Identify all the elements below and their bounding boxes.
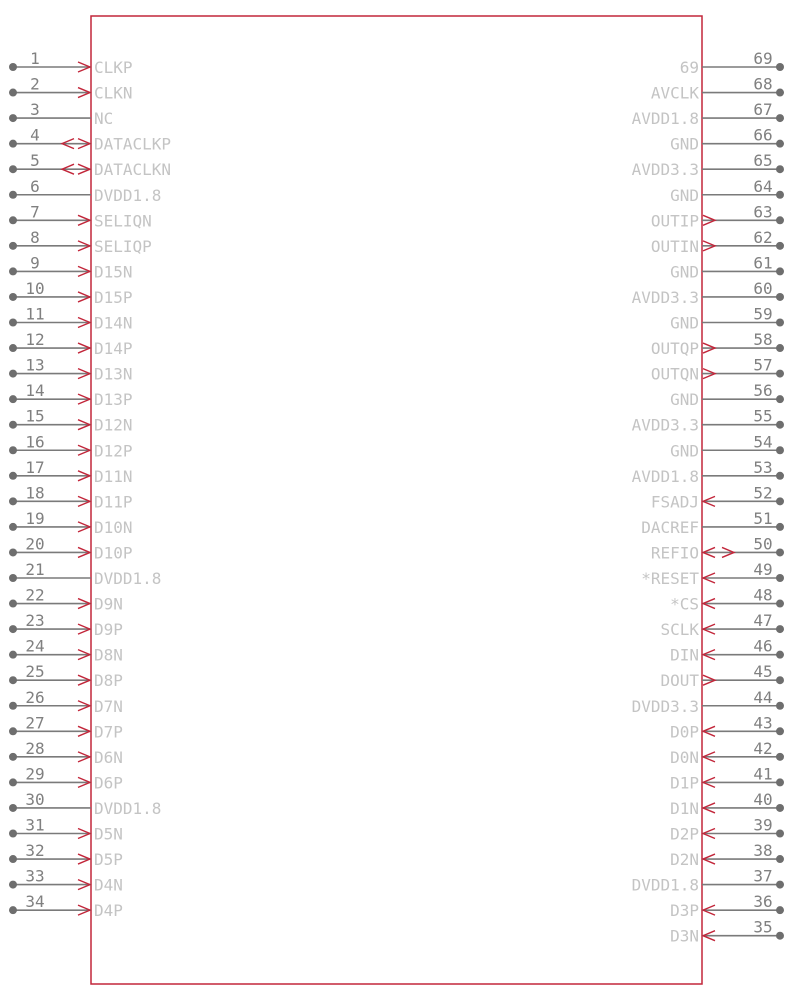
pin-66[interactable]	[670, 126, 784, 154]
pin-number: 14	[25, 381, 45, 401]
pin-62[interactable]	[651, 228, 784, 256]
pin-end-dot[interactable]	[776, 370, 784, 378]
pin-53[interactable]	[632, 458, 784, 486]
pin-name: D4P	[94, 901, 123, 921]
pin-47[interactable]	[660, 611, 784, 639]
pin-number: 3	[30, 100, 40, 120]
pin-end-dot[interactable]	[776, 855, 784, 863]
pin-end-dot[interactable]	[776, 267, 784, 275]
pin-end-dot[interactable]	[776, 778, 784, 786]
pin-68[interactable]	[651, 75, 784, 103]
pin-name: D1P	[670, 773, 699, 793]
pin-name: SELIQP	[94, 236, 152, 256]
pin-60[interactable]	[632, 279, 784, 307]
pin-number: 62	[753, 227, 773, 247]
pin-name: DVDD1.8	[94, 798, 162, 818]
pin-name: DVDD3.3	[631, 696, 699, 716]
pin-name: D1N	[670, 798, 699, 818]
pin-end-dot[interactable]	[9, 216, 17, 224]
pin-3[interactable]	[9, 100, 113, 128]
pin-name: D9P	[94, 620, 123, 640]
pin-54[interactable]	[670, 432, 784, 460]
pin-48[interactable]	[670, 586, 784, 614]
pin-end-dot[interactable]	[776, 344, 784, 352]
pin-name: GND	[670, 390, 699, 410]
pin-name: OUTIN	[650, 236, 699, 256]
pin-end-dot[interactable]	[9, 63, 17, 71]
pin-59[interactable]	[670, 305, 784, 333]
pin-end-dot[interactable]	[776, 574, 784, 582]
pin-number: 43	[753, 713, 773, 733]
pin-end-dot[interactable]	[776, 702, 784, 710]
pin-name: D13N	[94, 364, 133, 384]
pin-number: 61	[753, 253, 773, 273]
pin-61[interactable]	[670, 253, 784, 281]
pin-name: D8N	[94, 645, 123, 665]
pin-number: 56	[753, 381, 773, 401]
pin-number: 42	[753, 738, 773, 758]
pin-30[interactable]	[9, 790, 161, 818]
pin-name: D2P	[670, 824, 699, 844]
pin-name: 69	[679, 58, 699, 77]
pin-57[interactable]	[651, 356, 784, 384]
pin-number: 49	[753, 560, 773, 579]
pin-50[interactable]	[651, 534, 784, 562]
pin-number: 52	[753, 483, 773, 503]
pin-23[interactable]	[9, 611, 123, 639]
pin-number: 22	[25, 585, 45, 605]
pin-name: CLKP	[94, 58, 133, 77]
pin-end-dot[interactable]	[776, 753, 784, 761]
pin-number: 20	[25, 534, 45, 554]
pin-end-dot[interactable]	[776, 140, 784, 148]
pin-44[interactable]	[632, 688, 784, 716]
pin-number: 1	[30, 49, 40, 68]
pin-number: 53	[753, 457, 773, 477]
pin-name: D5N	[94, 824, 123, 844]
pin-number: 11	[25, 304, 45, 324]
pin-name: OUTQN	[650, 364, 699, 384]
pin-39[interactable]	[670, 816, 784, 844]
pin-26[interactable]	[9, 688, 123, 716]
pin-43[interactable]	[670, 713, 784, 741]
pin-25[interactable]	[9, 662, 123, 690]
pin-1[interactable]	[9, 49, 133, 77]
pin-end-dot[interactable]	[776, 676, 784, 684]
pin-name: AVDD3.3	[631, 287, 699, 307]
pin-22[interactable]	[9, 586, 123, 614]
pin-end-dot[interactable]	[776, 727, 784, 735]
pin-name: DVDD1.8	[631, 875, 699, 895]
pin-number: 5	[30, 151, 40, 171]
pin-name: NC	[94, 109, 114, 129]
pin-37[interactable]	[632, 867, 784, 895]
pin-end-dot[interactable]	[776, 881, 784, 889]
pin-end-dot[interactable]	[776, 165, 784, 173]
pin-27[interactable]	[9, 713, 123, 741]
pin-number: 69	[753, 49, 773, 68]
pin-55[interactable]	[632, 407, 784, 435]
pin-end-dot[interactable]	[776, 651, 784, 659]
pin-end-dot[interactable]	[9, 727, 17, 735]
pin-number: 8	[30, 227, 40, 247]
pin-name: GND	[670, 313, 699, 333]
pin-number: 51	[753, 508, 773, 528]
pin-name: FSADJ	[650, 492, 699, 512]
pin-5[interactable]	[9, 151, 171, 179]
pin-number: 35	[753, 917, 773, 937]
pin-65[interactable]	[632, 151, 784, 179]
pin-name: AVDD3.3	[631, 160, 699, 180]
pin-4[interactable]	[9, 126, 171, 154]
pin-end-dot[interactable]	[9, 89, 17, 97]
pin-number: 36	[753, 892, 773, 912]
pin-end-dot[interactable]	[9, 906, 17, 914]
pin-name: D15P	[94, 287, 133, 307]
pin-end-dot[interactable]	[9, 625, 17, 633]
pin-49[interactable]	[641, 560, 784, 588]
pin-number: 24	[25, 636, 45, 656]
pin-end-dot[interactable]	[9, 855, 17, 863]
pin-67[interactable]	[632, 100, 784, 128]
pin-name: D12P	[94, 441, 133, 461]
pin-52[interactable]	[651, 483, 784, 511]
pin-name: D11P	[94, 492, 133, 512]
pin-end-dot[interactable]	[9, 242, 17, 250]
pin-number: 66	[753, 125, 773, 145]
pin-name: DATACLKP	[94, 134, 172, 154]
pin-end-dot[interactable]	[776, 906, 784, 914]
pin-69[interactable]	[680, 49, 784, 77]
pin-end-dot[interactable]	[776, 319, 784, 327]
pin-name: D15N	[94, 262, 133, 282]
pin-name: D7N	[94, 696, 123, 716]
pin-end-dot[interactable]	[9, 191, 17, 199]
pin-number: 67	[753, 100, 773, 120]
pin-number: 27	[25, 713, 45, 733]
pin-number: 13	[25, 355, 45, 375]
pin-number: 63	[753, 202, 773, 222]
pin-name: D14P	[94, 339, 133, 359]
pin-number: 21	[25, 560, 45, 579]
pin-name: SCLK	[660, 620, 699, 640]
pin-end-dot[interactable]	[9, 114, 17, 122]
pin-19[interactable]	[9, 509, 133, 537]
pin-name: AVDD1.8	[631, 109, 699, 129]
pin-end-dot[interactable]	[9, 651, 17, 659]
pin-name: D6P	[94, 773, 123, 793]
pin-7[interactable]	[9, 202, 152, 230]
pin-name: DACREF	[641, 517, 699, 537]
pin-45[interactable]	[660, 662, 784, 690]
pin-name: D4N	[94, 875, 123, 895]
pin-end-dot[interactable]	[776, 932, 784, 940]
pin-end-dot[interactable]	[776, 600, 784, 608]
pin-number: 25	[25, 662, 45, 682]
pin-number: 33	[25, 866, 45, 886]
pin-end-dot[interactable]	[9, 676, 17, 684]
pin-15[interactable]	[9, 407, 133, 435]
pin-name: D5P	[94, 850, 123, 870]
pin-name: *CS	[670, 594, 699, 614]
pin-number: 60	[753, 278, 773, 298]
pin-name: D0P	[670, 722, 699, 742]
pin-42[interactable]	[670, 739, 784, 767]
pin-name: OUTIP	[650, 211, 699, 231]
pin-name: GND	[670, 441, 699, 461]
pin-number: 32	[25, 841, 45, 861]
pin-end-dot[interactable]	[9, 421, 17, 429]
pin-number: 68	[753, 74, 773, 94]
pin-end-dot[interactable]	[9, 344, 17, 352]
pin-number: 38	[753, 841, 773, 861]
pin-14[interactable]	[9, 381, 133, 409]
pin-name: DVDD1.8	[94, 569, 162, 588]
pin-name: D0N	[670, 747, 699, 767]
pin-number: 23	[25, 611, 45, 631]
pin-16[interactable]	[9, 432, 133, 460]
pin-number: 47	[753, 611, 773, 631]
pin-end-dot[interactable]	[776, 293, 784, 301]
right-pin-group	[632, 49, 784, 946]
pin-end-dot[interactable]	[776, 421, 784, 429]
pin-end-dot[interactable]	[9, 702, 17, 710]
pin-8[interactable]	[9, 228, 152, 256]
left-pin-group	[9, 49, 171, 920]
pin-end-dot[interactable]	[9, 165, 17, 173]
pin-name: DATACLKN	[94, 160, 172, 180]
pin-41[interactable]	[670, 764, 784, 792]
pin-name: SELIQN	[94, 211, 152, 231]
pin-35[interactable]	[670, 918, 784, 946]
pin-36[interactable]	[670, 892, 784, 920]
pin-end-dot[interactable]	[776, 216, 784, 224]
pin-end-dot[interactable]	[776, 804, 784, 812]
pin-end-dot[interactable]	[9, 446, 17, 454]
pin-number: 39	[753, 815, 773, 835]
pin-end-dot[interactable]	[9, 267, 17, 275]
pin-name: AVDD3.3	[631, 415, 699, 435]
pin-end-dot[interactable]	[776, 446, 784, 454]
pin-24[interactable]	[9, 637, 123, 665]
pin-name: REFIO	[650, 543, 699, 563]
pin-end-dot[interactable]	[776, 89, 784, 97]
pin-number: 28	[25, 738, 45, 758]
pin-end-dot[interactable]	[9, 395, 17, 403]
pin-name: D12N	[94, 415, 133, 435]
pin-58[interactable]	[651, 330, 784, 358]
pin-number: 9	[30, 253, 40, 273]
pin-28[interactable]	[9, 739, 123, 767]
pin-number: 48	[753, 585, 773, 605]
pin-name: DIN	[670, 645, 699, 665]
pin-end-dot[interactable]	[9, 140, 17, 148]
pin-number: 18	[25, 483, 45, 503]
pin-46[interactable]	[670, 637, 784, 665]
pin-10[interactable]	[9, 279, 133, 307]
pin-end-dot[interactable]	[9, 778, 17, 786]
pin-end-dot[interactable]	[9, 830, 17, 838]
pin-name: AVDD1.8	[631, 466, 699, 486]
pin-number: 7	[30, 202, 40, 222]
pin-end-dot[interactable]	[9, 548, 17, 556]
pin-end-dot[interactable]	[9, 600, 17, 608]
pin-end-dot[interactable]	[9, 370, 17, 378]
pin-number: 2	[30, 74, 40, 94]
pin-end-dot[interactable]	[776, 63, 784, 71]
pin-end-dot[interactable]	[776, 114, 784, 122]
pin-6[interactable]	[9, 177, 161, 205]
pin-63[interactable]	[651, 202, 784, 230]
pin-end-dot[interactable]	[9, 319, 17, 327]
pin-number: 57	[753, 355, 773, 375]
pin-end-dot[interactable]	[9, 293, 17, 301]
pin-29[interactable]	[9, 764, 123, 792]
pin-name: D3P	[670, 901, 699, 921]
pin-38[interactable]	[670, 841, 784, 869]
pin-name: GND	[670, 134, 699, 154]
pin-number: 29	[25, 764, 45, 784]
pin-number: 31	[25, 815, 45, 835]
pin-end-dot[interactable]	[776, 497, 784, 505]
pin-name: CLKN	[94, 83, 133, 103]
pin-number: 55	[753, 406, 773, 426]
pin-end-dot[interactable]	[776, 395, 784, 403]
ic-body-outline	[91, 16, 702, 984]
pin-number: 41	[753, 764, 773, 784]
pin-name: D10P	[94, 543, 133, 563]
pin-31[interactable]	[9, 816, 123, 844]
pin-name: D11N	[94, 466, 133, 486]
pin-number: 30	[25, 789, 45, 809]
pin-number: 45	[753, 662, 773, 682]
pin-34[interactable]	[9, 892, 123, 920]
pin-20[interactable]	[9, 534, 133, 562]
pin-number: 19	[25, 508, 45, 528]
pin-number: 4	[30, 125, 40, 145]
pin-number: 37	[753, 866, 773, 886]
pin-9[interactable]	[9, 253, 133, 281]
pin-end-dot[interactable]	[776, 191, 784, 199]
pin-end-dot[interactable]	[776, 548, 784, 556]
pin-name: D2N	[670, 850, 699, 870]
pin-end-dot[interactable]	[9, 523, 17, 531]
pin-end-dot[interactable]	[9, 804, 17, 812]
pin-end-dot[interactable]	[9, 497, 17, 505]
pin-2[interactable]	[9, 75, 133, 103]
pin-number: 44	[753, 687, 773, 707]
pin-name: D9N	[94, 594, 123, 614]
pin-number: 50	[753, 534, 773, 554]
pin-number: 65	[753, 151, 773, 171]
pin-number: 46	[753, 636, 773, 656]
pin-64[interactable]	[670, 177, 784, 205]
pin-name: AVCLK	[650, 83, 699, 103]
pin-end-dot[interactable]	[9, 753, 17, 761]
pin-number: 58	[753, 330, 773, 350]
pin-number: 15	[25, 406, 45, 426]
pin-end-dot[interactable]	[776, 472, 784, 480]
pin-56[interactable]	[670, 381, 784, 409]
pin-name: GND	[670, 185, 699, 205]
pin-number: 10	[25, 278, 45, 298]
pin-13[interactable]	[9, 356, 133, 384]
pin-21[interactable]	[9, 560, 161, 588]
pin-number: 34	[25, 892, 45, 912]
pin-name: D7P	[94, 722, 123, 742]
pin-name: D13P	[94, 390, 133, 410]
pin-name: *RESET	[641, 569, 699, 588]
pin-name: GND	[670, 262, 699, 282]
pin-end-dot[interactable]	[9, 574, 17, 582]
pin-33[interactable]	[9, 867, 123, 895]
pin-number: 59	[753, 304, 773, 324]
pin-number: 12	[25, 330, 45, 350]
pin-name: DVDD1.8	[94, 185, 162, 205]
pin-name: OUTQP	[650, 339, 699, 359]
pin-11[interactable]	[9, 305, 133, 333]
pin-number: 17	[25, 457, 45, 477]
pin-end-dot[interactable]	[776, 242, 784, 250]
pin-number: 54	[753, 432, 773, 452]
pin-end-dot[interactable]	[9, 472, 17, 480]
pin-name: DOUT	[660, 671, 699, 691]
pin-number: 6	[30, 176, 40, 196]
pin-name: D3N	[670, 926, 699, 946]
pin-number: 16	[25, 432, 45, 452]
pin-name: D6N	[94, 747, 123, 767]
pin-number: 26	[25, 687, 45, 707]
pin-name: D14N	[94, 313, 133, 333]
pin-12[interactable]	[9, 330, 133, 358]
pin-end-dot[interactable]	[776, 625, 784, 633]
pin-end-dot[interactable]	[776, 830, 784, 838]
pin-end-dot[interactable]	[776, 523, 784, 531]
pin-18[interactable]	[9, 483, 133, 511]
pin-51[interactable]	[641, 509, 784, 537]
pin-end-dot[interactable]	[9, 881, 17, 889]
pin-name: D10N	[94, 517, 133, 537]
pin-40[interactable]	[670, 790, 784, 818]
pin-number: 64	[753, 176, 773, 196]
pin-17[interactable]	[9, 458, 133, 486]
pin-number: 40	[753, 789, 773, 809]
pin-32[interactable]	[9, 841, 123, 869]
pin-name: D8P	[94, 671, 123, 691]
